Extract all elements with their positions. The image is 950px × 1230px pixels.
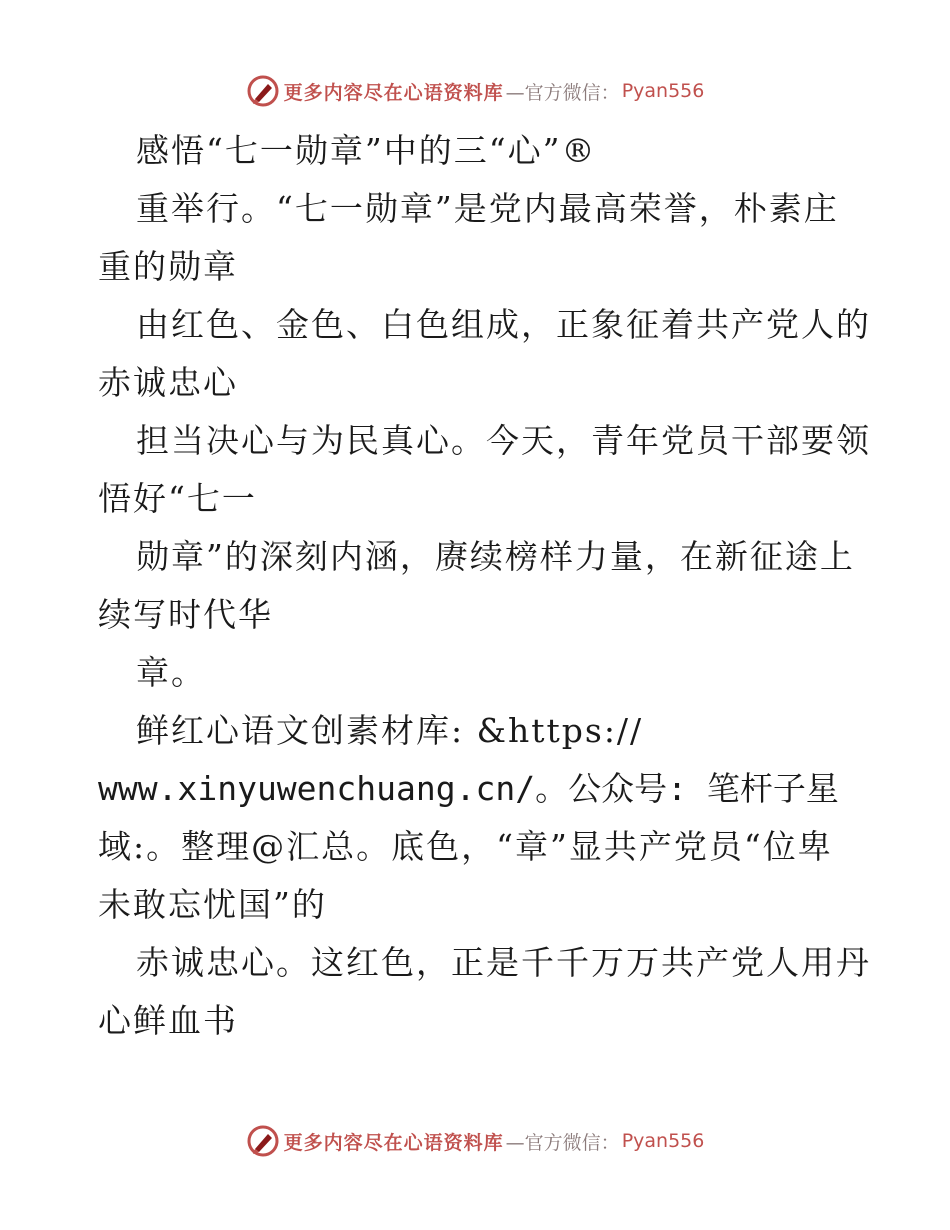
body-line: 担当决心与为民真心。今天，青年党员干部要领	[136, 421, 871, 460]
body-line: 章。	[136, 653, 206, 692]
body-line: 未敢忘忧国”的	[98, 885, 327, 924]
pen-logo-icon	[246, 1124, 280, 1158]
body-line: 赤诚忠心。这红色，正是千千万万共产党人用丹	[136, 943, 871, 982]
banner-wechat-label: —官方微信：	[505, 81, 620, 104]
body-line: 鲜红心语文创素材库: &https://	[136, 711, 644, 750]
body-line: 由红色、金色、白色组成，正象征着共产党人的	[136, 305, 871, 344]
body-line: 悟好“七一	[98, 479, 257, 518]
header-banner	[0, 71, 950, 111]
body-line: 赤诚忠心	[98, 363, 238, 402]
body-line: 感悟“七一勋章”中的三“心”®	[136, 131, 597, 170]
banner-wechat-label: —官方微信：	[505, 1131, 620, 1154]
banner-main-text: 更多内容尽在心语资料库	[283, 81, 504, 104]
body-line: www.xinyuwenchuang.cn/。公众号: 笔杆子星	[98, 769, 839, 808]
banner-main-text: 更多内容尽在心语资料库	[283, 1131, 504, 1154]
pen-logo-icon	[246, 74, 280, 108]
body-line: 重举行。“七一勋章”是党内最高荣誉，朴素庄	[136, 189, 839, 228]
banner-wechat-id: Pyan556	[621, 1130, 705, 1152]
body-line: 心鲜血书	[98, 1001, 238, 1040]
banner-wechat-id: Pyan556	[621, 80, 705, 102]
body-line: 勋章”的深刻内涵，赓续榜样力量，在新征途上	[136, 537, 855, 576]
document-body	[98, 122, 871, 1050]
body-line: 重的勋章	[98, 247, 238, 286]
footer-banner	[0, 1121, 950, 1161]
body-line: 续写时代华	[98, 595, 273, 634]
body-line: 域:。整理@汇总。底色，“章”显共产党员“位卑	[98, 827, 833, 866]
